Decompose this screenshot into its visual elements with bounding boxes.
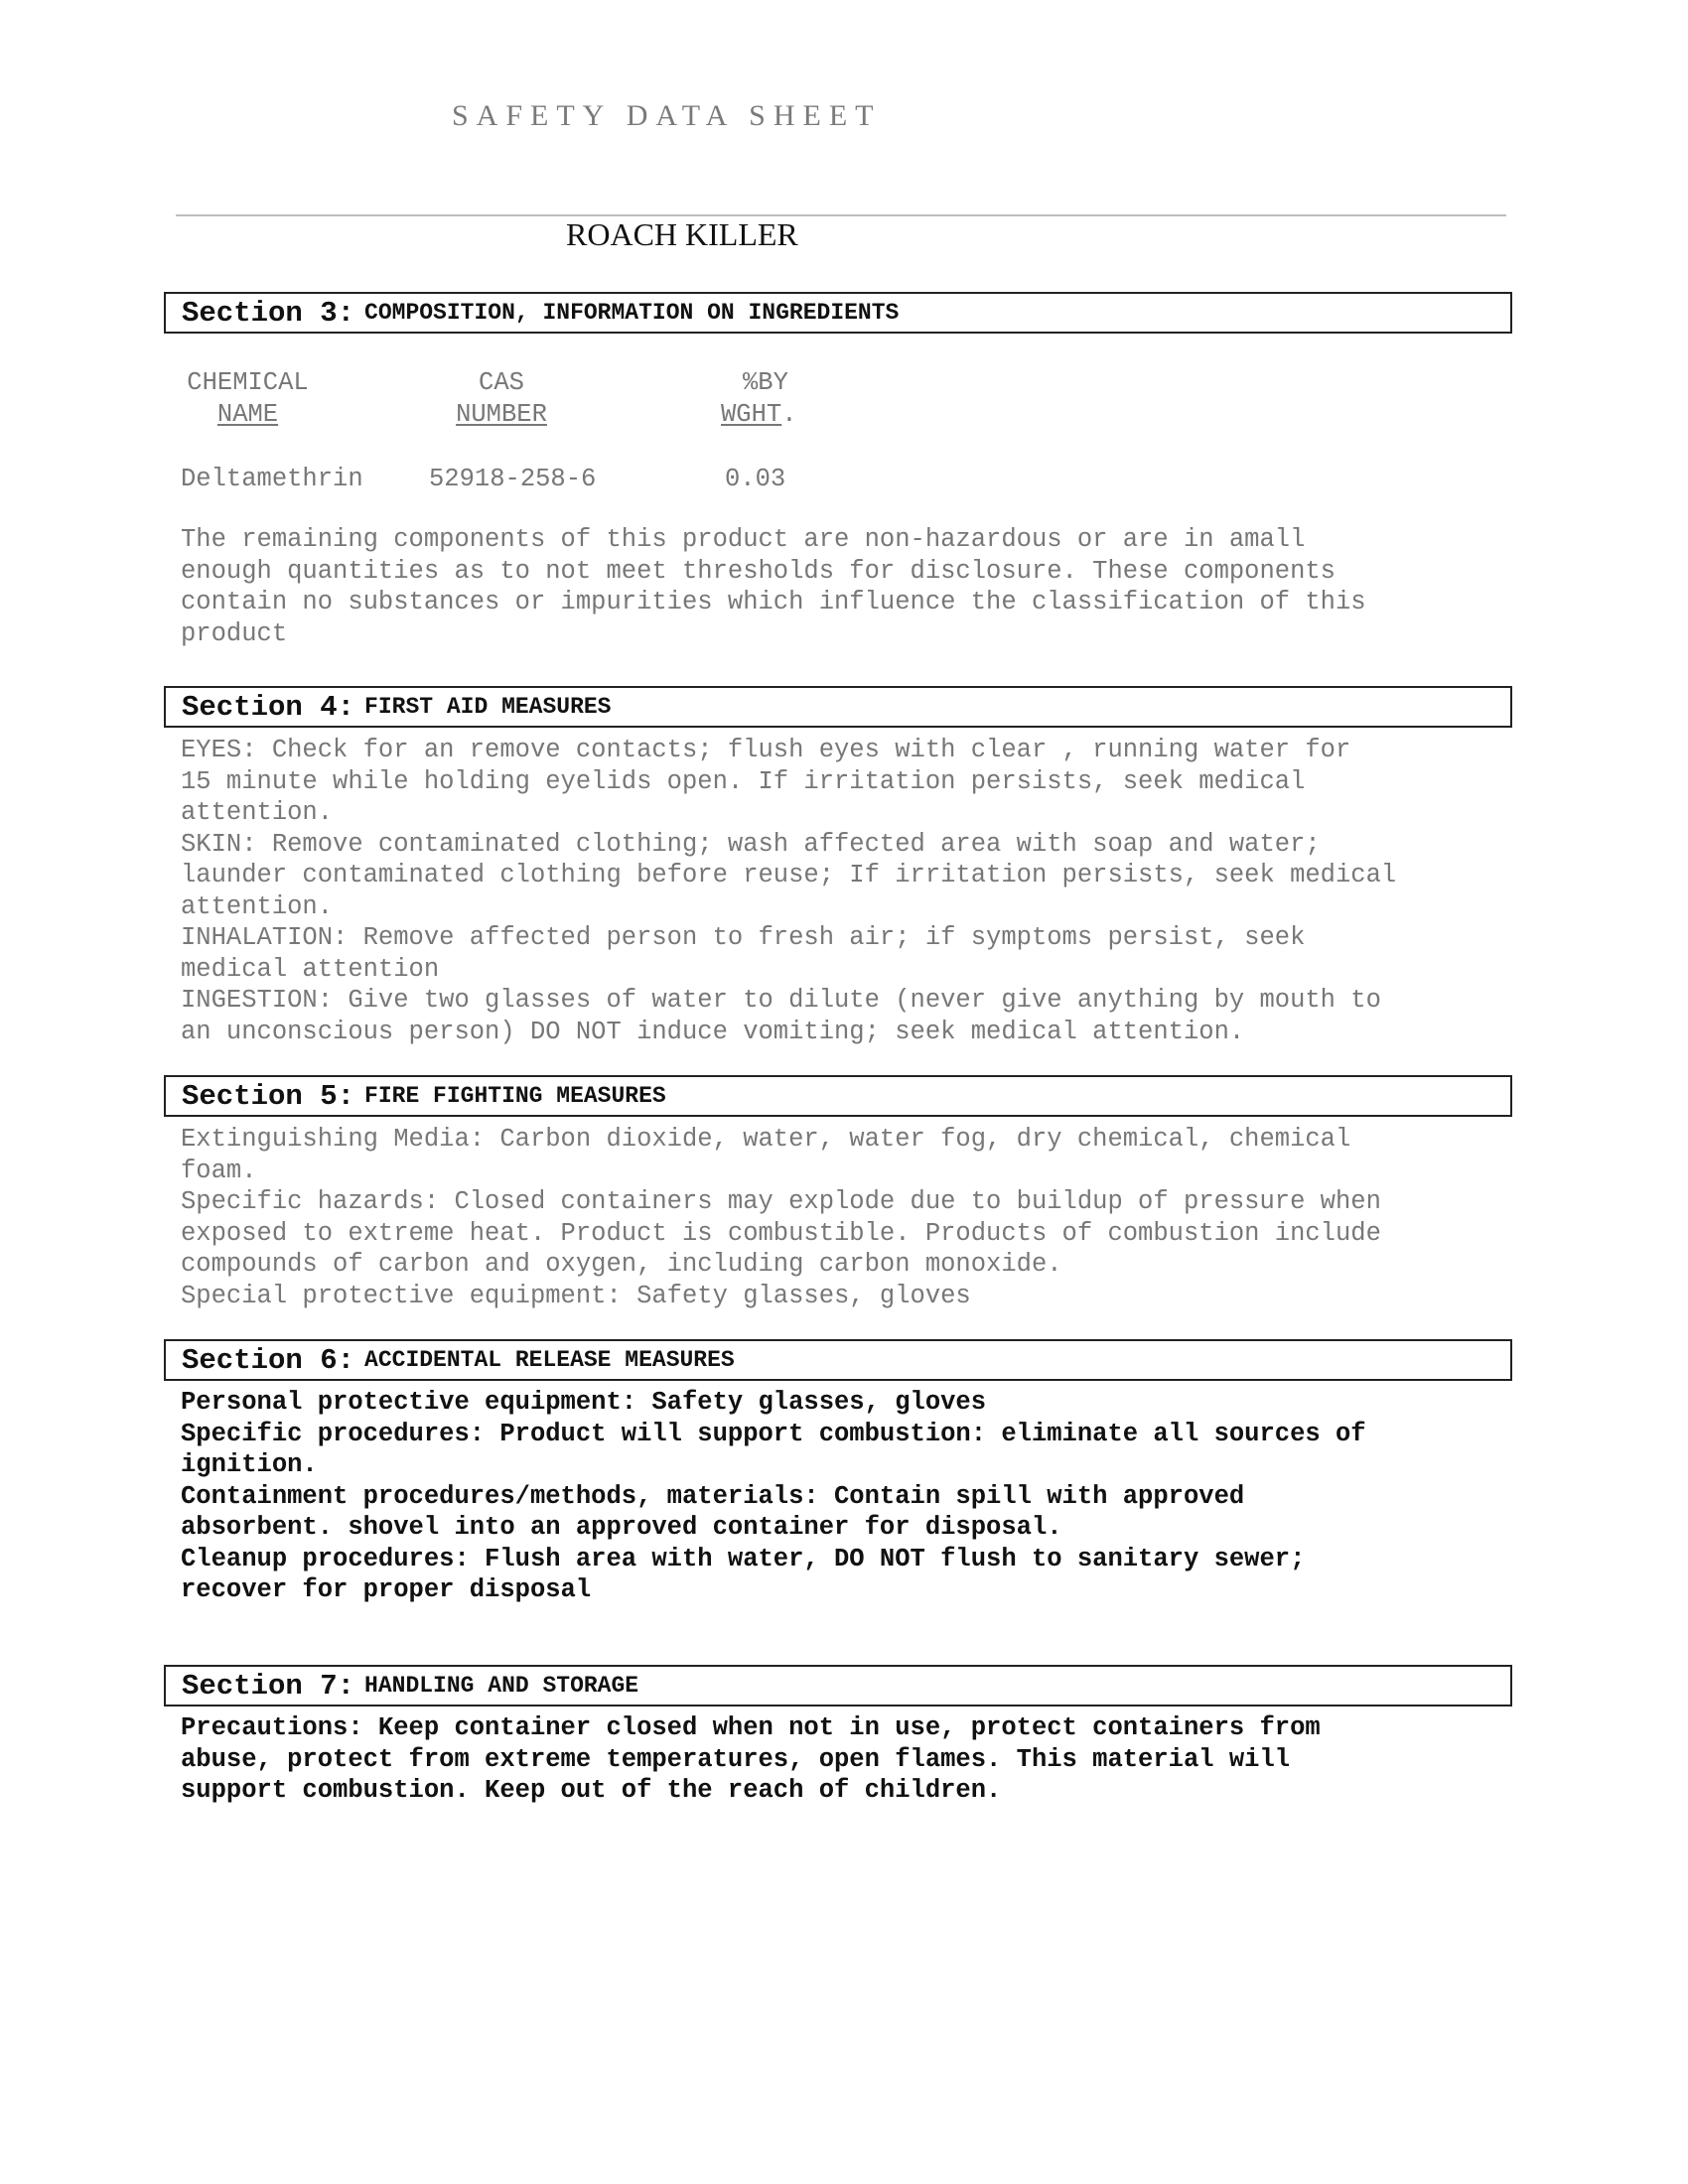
text-line: attention. (181, 891, 334, 921)
section-3-note (181, 524, 1511, 649)
section-4-label: Section 4 (182, 690, 338, 724)
table-row-cas: 52918-258-6 (429, 465, 597, 493)
col-header-cas-top: CAS (479, 368, 524, 397)
section-3-label: Section 3 (182, 296, 338, 330)
text-line: Personal protective equipment: Safety glasses, gloves (181, 1388, 987, 1417)
section-3-title: COMPOSITION, INFORMATION ON INGREDIENTS (364, 300, 900, 326)
text-line: abuse, protect from extreme temperatures, open flames. This material will (181, 1744, 1291, 1774)
table-row-weight: 0.03 (725, 465, 786, 493)
text-line: SKIN: Remove contaminated clothing; wash affected area with soap and water; (181, 829, 1321, 859)
text-line: an unconscious person) DO NOT induce vomiting; seek medical attention. (181, 1017, 1245, 1046)
text-line: attention. (181, 798, 334, 827)
text-line: Precautions: Keep container closed when not in use, protect containers from (181, 1713, 1321, 1742)
text-line: enough quantities as to not meet thresholds for disclosure. These components (181, 556, 1336, 586)
section-7-colon: : (337, 1669, 355, 1703)
title-divider (176, 214, 1506, 216)
text-line: support combustion. Keep out of the reach of children. (181, 1776, 1002, 1805)
text-line: medical attention (181, 954, 440, 984)
col-header-cas-bottom: NUMBER (456, 400, 547, 429)
section-5-header (164, 1075, 1512, 1117)
text-line: product (181, 618, 288, 648)
section-7-header (164, 1665, 1512, 1706)
text-line: INGESTION: Give two glasses of water to dilute (never give anything by mouth to (181, 986, 1381, 1015)
section-6-body (181, 1387, 1511, 1606)
col-header-weight-bottom: WGHT (721, 400, 782, 429)
col-header-chemical-top: CHEMICAL (187, 368, 309, 397)
section-7-body (181, 1712, 1511, 1807)
text-line: The remaining components of this product are non-hazardous or are in amall (181, 525, 1306, 554)
document-title: SAFETY DATA SHEET (452, 99, 882, 132)
text-line: Cleanup procedures: Flush area with water, DO NOT flush to sanitary sewer; (181, 1544, 1306, 1573)
col-header-weight (721, 367, 830, 431)
section-4-colon: : (337, 690, 355, 724)
section-4-body (181, 735, 1511, 1047)
text-line: Containment procedures/methods, materials: Contain spill with approved (181, 1481, 1245, 1511)
section-3-header (164, 292, 1512, 334)
section-6-label: Section 6 (182, 1343, 338, 1377)
col-header-chemical-bottom: NAME (216, 400, 279, 429)
table-row-name: Deltamethrin (181, 465, 363, 493)
text-line: launder contaminated clothing before reuse; If irritation persists, seek medical (181, 861, 1397, 889)
col-header-chemical-name (181, 367, 315, 431)
section-6-colon: : (337, 1343, 355, 1377)
text-line: absorbent. shovel into an approved container for disposal. (181, 1513, 1062, 1542)
text-line: Extinguishing Media: Carbon dioxide, water, water fog, dry chemical, chemical (181, 1125, 1351, 1154)
text-line: Special protective equipment: Safety glasses, gloves (181, 1281, 971, 1310)
col-header-weight-top: %BY (743, 368, 788, 397)
section-6-header (164, 1339, 1512, 1381)
text-line: compounds of carbon and oxygen, including carbon monoxide. (181, 1250, 1062, 1279)
col-header-cas-number (439, 367, 564, 431)
section-5-title: FIRE FIGHTING MEASURES (364, 1083, 666, 1109)
text-line: 15 minute while holding eyelids open. If irritation persists, seek medical (181, 766, 1306, 796)
text-line: exposed to extreme heat. Product is combustible. Products of combustion include (181, 1218, 1381, 1248)
text-line: recover for proper disposal (181, 1575, 592, 1604)
text-line: ignition. (181, 1450, 318, 1479)
section-4-header (164, 686, 1512, 728)
text-line: contain no substances or impurities which influence the classification of this (181, 588, 1366, 616)
section-7-title: HANDLING AND STORAGE (364, 1673, 639, 1699)
text-line: foam. (181, 1156, 257, 1185)
section-5-colon: : (337, 1079, 355, 1113)
section-5-label: Section 5 (182, 1079, 338, 1113)
section-4-title: FIRST AID MEASURES (364, 694, 612, 720)
section-6-title: ACCIDENTAL RELEASE MEASURES (364, 1347, 735, 1373)
text-line: INHALATION: Remove affected person to fresh air; if symptoms persist, seek (181, 923, 1306, 952)
text-line: EYES: Check for an remove contacts; flush eyes with clear , running water for (181, 736, 1351, 764)
text-line: Specific hazards: Closed containers may explode due to buildup of pressure when (181, 1187, 1381, 1216)
text-line: Specific procedures: Product will support combustion: eliminate all sources of (181, 1419, 1366, 1448)
section-3-colon: : (337, 296, 355, 330)
section-5-body (181, 1124, 1511, 1311)
section-7-label: Section 7 (182, 1669, 338, 1703)
col-header-weight-suffix: . (781, 400, 797, 429)
product-name: ROACH KILLER (566, 216, 798, 252)
